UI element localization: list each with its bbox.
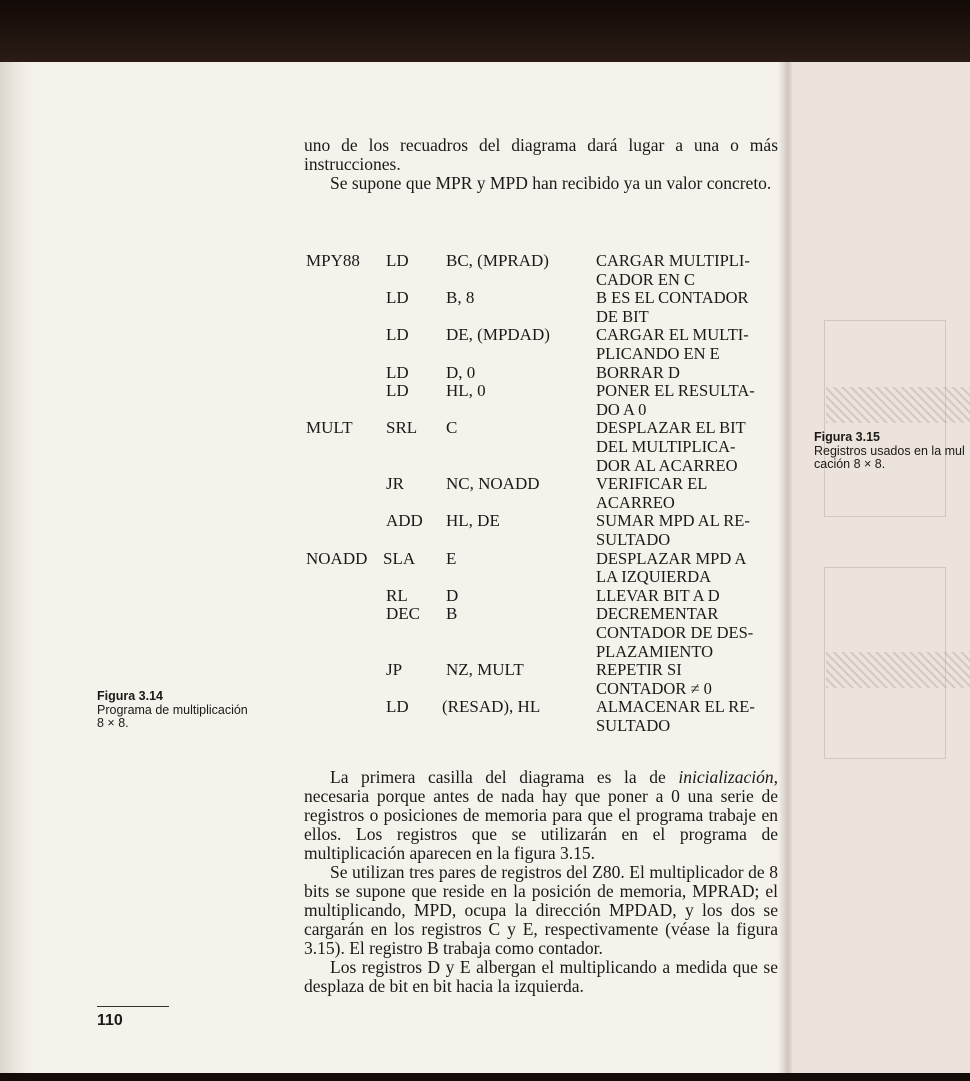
page-number-rule [97,1006,169,1007]
intro-paragraph-1: uno de los recuadros del diagrama dará lugar a una o más instrucciones. [304,135,778,174]
program-row-comment [596,252,776,289]
program-comment-line: CADOR EN C [596,269,696,289]
intro-text [304,136,778,193]
program-comment-line: REPETIR SI [596,660,682,680]
figure-3-15-label: Figura 3.15 [814,430,880,444]
program-comment-line: ACARREO [596,492,675,512]
program-comment-line: DESPLAZAR EL BIT [596,418,746,438]
body-paragraph-1-end: , necesaria porque antes de nada hay que poner a 0 una serie de registros o posiciones de memoria para que el programa trabaje en ellos. Los registros que se utilizarán en el programa de multiplicación aparecen en la figura 3.15. [304,767,778,863]
program-row-operands: D, 0 [446,362,476,382]
program-row-comment [596,550,776,587]
book-top-shadow [0,0,970,62]
ghost-hatch-area [826,652,970,688]
program-row-operands: NC, NOADD [446,474,540,494]
page-number: 110 [97,1012,123,1029]
program-row-opcode: SLA [383,548,416,568]
program-row-operands: B [446,604,458,624]
program-row-operands: DE, (MPDAD) [446,325,550,345]
program-row-comment [596,326,776,363]
program-comment-line: PONER EL RESULTA- [596,381,755,401]
program-row-opcode: LD [386,362,409,382]
program-comment-line: DO A 0 [596,399,647,419]
body-paragraph-1-start: La primera casilla del diagrama es la de [330,767,679,787]
program-comment-line: PLICANDO EN E [596,343,720,363]
book-bottom-shadow [0,1073,970,1081]
program-comment-line: DEL MULTIPLICA- [596,436,736,456]
program-comment-line: LLEVAR BIT A D [596,585,720,605]
program-row-opcode: LD [386,381,409,401]
figure-3-15-caption-line-1: Registros usados en la mul [814,443,965,458]
program-row-label: MULT [306,418,353,438]
body-paragraph-2: Se utilizan tres pares de registros del Z80. El multiplicador de 8 bits se supone que reside en la posición de memoria, MPRAD; el multiplicando, MPD, ocupa la dirección MPDAD, y los dos se cargarán en los registros C y E, respectivamente (véase la figura 3.15). El registro B trabaja como contador. [304,862,778,958]
program-row-opcode: DEC [386,604,420,624]
program-comment-line: SULTADO [596,529,671,549]
program-row-opcode: JR [386,474,404,494]
figure-3-15-caption [814,431,965,472]
program-row-opcode: LD [386,325,409,345]
program-comment-line: SULTADO [596,715,671,735]
program-row-opcode: LD [386,288,409,308]
program-comment-line: CONTADOR ≠ 0 [596,678,712,698]
figure-3-14-caption-line-1: Programa de multiplicación [97,702,248,717]
program-comment-line: BORRAR D [596,362,680,382]
figure-3-15-caption-line-2: cación 8 × 8. [814,457,886,471]
facing-page [784,62,970,1073]
program-comment-line: DESPLAZAR MPD A [596,548,747,568]
program-comment-line: ALMACENAR EL RE- [596,697,755,717]
program-row-opcode: JP [386,660,403,680]
program-row-comment [596,382,776,419]
program-row-opcode: LD [386,251,409,270]
program-row-operands: E [446,548,457,568]
program-comment-line: PLAZAMIENTO [596,641,714,661]
program-row-comment [596,289,776,326]
program-comment-line: B ES EL CONTADOR [596,288,749,308]
program-row-operands: C [446,418,458,438]
program-row-opcode: LD [386,697,409,717]
program-row-operands: HL, DE [446,511,500,531]
page-stack-edge [0,62,34,1073]
figure-3-14-caption-line-2: 8 × 8. [97,716,129,730]
program-row-operands: BC, (MPRAD) [446,251,549,270]
program-row-label: MPY88 [306,251,360,270]
program-row-operands: D [446,585,459,605]
program-row-operands: (RESAD), HL [442,697,541,717]
program-row-operands: B, 8 [446,288,475,308]
program-comment-line: SUMAR MPD AL RE- [596,511,750,531]
program-row-opcode: ADD [386,511,423,531]
program-row-opcode: RL [386,585,408,605]
program-row-operands: NZ, MULT [446,660,524,680]
program-comment-line: CARGAR EL MULTI- [596,325,749,345]
program-comment-line: DE BIT [596,306,649,326]
program-row-label: NOADD [306,548,368,568]
body-text [304,768,778,996]
body-paragraph-3: Los registros D y E albergan el multiplicando a medida que se desplaza de bit en bit hacia la izquierda. [304,957,778,996]
program-comment-line: LA IZQUIERDA [596,567,712,587]
program-comment-line: VERIFICAR EL [596,474,708,494]
program-row-comment [596,661,776,698]
ghost-hatch-area [826,387,970,423]
body-paragraph-1 [304,768,778,863]
program-comment-line: CARGAR MULTIPLI- [596,251,750,270]
program-row-comment [596,587,776,606]
program-row-operands: HL, 0 [446,381,486,401]
program-row-comment [596,475,776,512]
figure-3-14-caption [97,690,248,731]
program-comment-line: DOR AL ACARREO [596,455,738,475]
program-comment-line: CONTADOR DE DES- [596,622,754,642]
program-row-comment [596,698,776,735]
program-row-comment [596,605,776,661]
program-row-comment [596,364,776,383]
book-gutter [778,62,792,1073]
program-row-comment [596,512,776,549]
program-row-comment [596,419,776,475]
program-comment-line: DECREMENTAR [596,604,719,624]
figure-3-14-label: Figura 3.14 [97,689,163,703]
intro-paragraph-2: Se supone que MPR y MPD han recibido ya un valor concreto. [330,173,772,193]
body-paragraph-1-emphasis: inicialización [678,767,774,787]
program-row-opcode: SRL [386,418,418,438]
